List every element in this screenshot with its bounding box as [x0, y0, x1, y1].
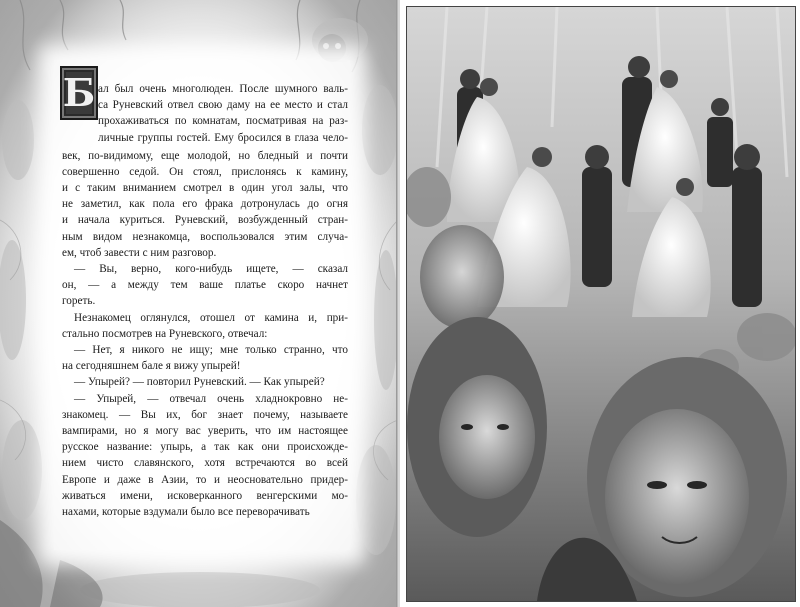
text-line: — Упырей, — отвечал очень хладнокровно не-	[74, 392, 348, 405]
text-line: — Упырей? — повторил Руневский. — Как упырей?	[74, 376, 325, 389]
text-line: знакомец. — Вы их, бог знает почему, называете	[62, 408, 348, 421]
text-line: гореть.	[62, 295, 96, 308]
text-line: Европе и даже в Азии, то и неосновательно придер-	[62, 473, 348, 486]
text-line: личные группы гостей. Ему бросился в глаза чело-	[98, 131, 348, 144]
text-line: живаться имени, исковерканного венгерскими мо-	[62, 489, 348, 502]
left-page	[0, 0, 399, 607]
text-line: не заметил, как пола его фрака дотронулась до огня	[62, 198, 348, 211]
text-line: на сегодняшнем бале я вижу упырей!	[62, 360, 241, 373]
text-line: са Руневский отвел свою даму на ее место и стал	[98, 99, 348, 112]
text-line: стально посмотрев на Руневского, отвечал:	[62, 327, 268, 340]
drop-cap: Б	[60, 66, 98, 120]
text-line: — Нет, я никого не ищу; мне только странно, что	[74, 344, 348, 356]
text-line: совершенно седой. Он стоял, прислонясь к камину,	[62, 165, 348, 178]
text-line: ал был очень многолюден. После шумного валь-	[98, 83, 348, 95]
text-line: ным видом незнакомца, воспользовался этим случа-	[62, 230, 348, 243]
text-line: ем, чтоб завести с ним разговор.	[62, 246, 217, 259]
text-line: Незнакомец оглянулся, отошел от камина и, при-	[74, 311, 348, 324]
ballroom-illustration	[406, 6, 796, 602]
text-line: русское название: упырь, а так как они происхожде-	[62, 441, 348, 454]
right-page	[400, 0, 800, 607]
text-line: вампирами, но я могу вас уверить, что им настоящее	[62, 425, 348, 437]
text-line: и начала куриться. Руневский, возбужденный стран-	[62, 214, 348, 227]
text-line: век, по-видимому, еще молодой, но бледный и почти	[62, 149, 348, 162]
text-line: нахами, которые вздумали было все переворачивать	[62, 506, 310, 518]
text-line: прохаживаться по комнатам, посматривая на раз-	[98, 115, 348, 128]
text-line: и с таким вниманием смотрел в один угол залы, что	[62, 182, 348, 194]
text-line: — Вы, верно, кого-нибудь ищете, — сказал	[74, 263, 348, 275]
text-line: нием чисто славянского, хотя встречаются во всей	[62, 457, 348, 470]
text-line: он, — а между тем ваше платье скоро начнет	[62, 279, 348, 292]
